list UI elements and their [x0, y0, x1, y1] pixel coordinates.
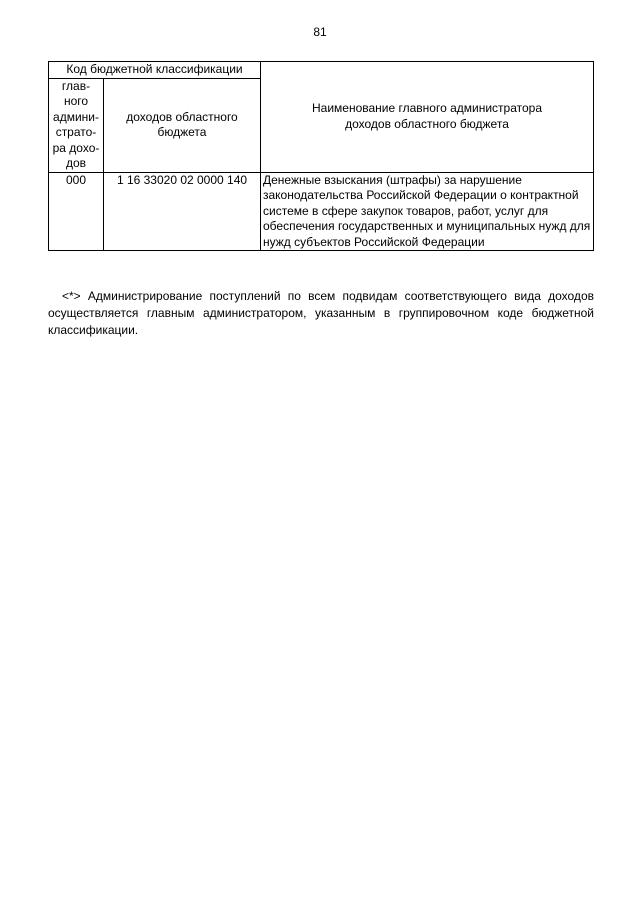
cell-revenue-code: 1 16 33020 02 0000 140: [104, 172, 261, 251]
header-administrator-name: Наименование главного администратора доходов областного бюджета: [261, 62, 594, 173]
header-regional-budget-revenue: доходов областного бюджета: [104, 78, 261, 172]
table-row: [49, 172, 594, 251]
table-header-row-1: [49, 62, 594, 79]
cell-admin-code: 000: [49, 172, 104, 251]
header-chief-administrator: глав- ного админи- страто- ра дохо- дов: [49, 78, 104, 172]
header-budget-classification-code: Код бюджетной классификации: [49, 62, 261, 79]
footnote: <*> Администрирование поступлений по всем подвидам соответствующего вида доходов осуществляется главным администратором, указанным в группировочном коде бюджетной классификации.: [48, 289, 594, 337]
cell-revenue-name: Денежные взыскания (штрафы) за нарушение законодательства Российской Федерации о контрактной системе в сфере закупок товаров, работ, услуг для обеспечения государственных и муниципальных нужд для нужд субъектов Российской Федерации: [261, 172, 594, 251]
budget-classification-table: [48, 61, 594, 251]
page-number: 81: [313, 25, 327, 39]
